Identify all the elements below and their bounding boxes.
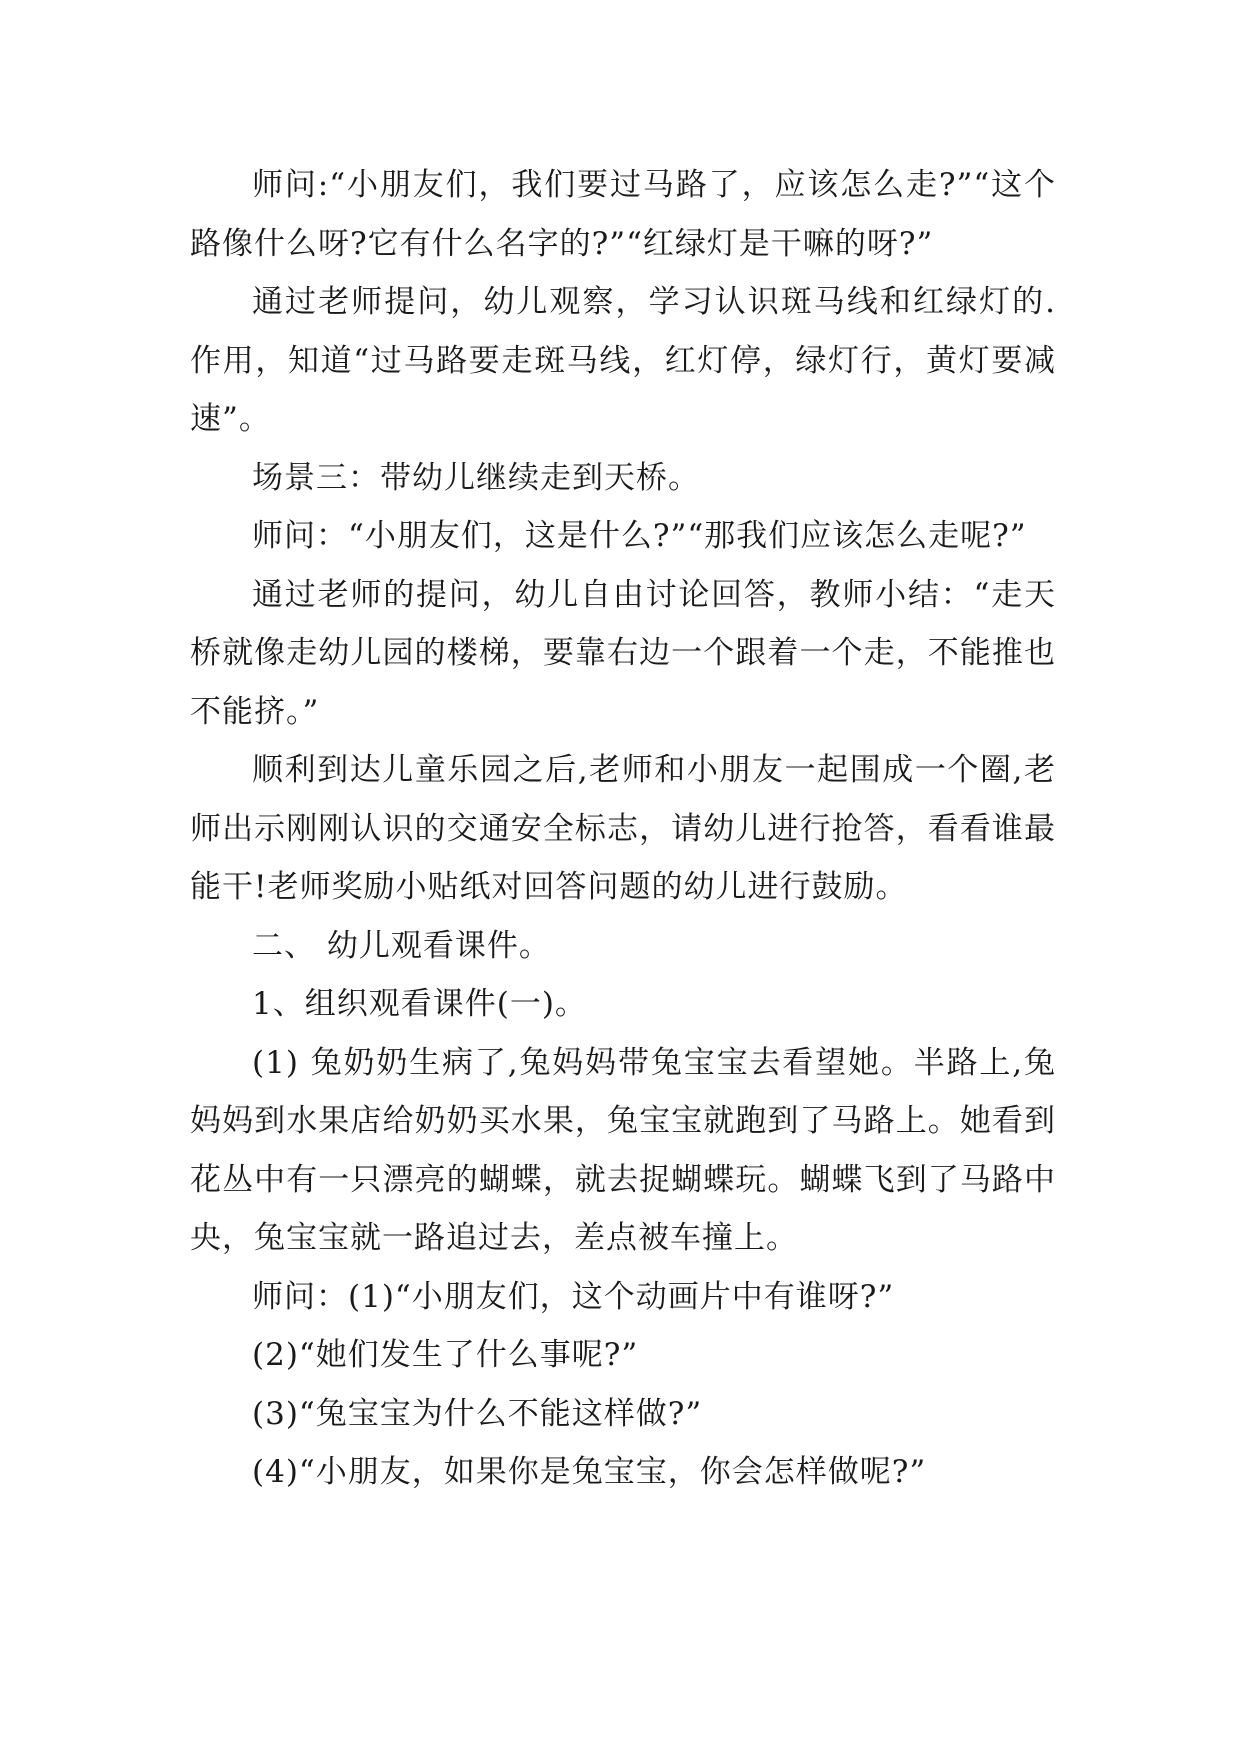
paragraph-playground-quiz: 顺利到达儿童乐园之后,老师和小朋友一起围成一个圈,老师出示刚刚认识的交通安全标志，请幼儿进行抢答，看看谁最能干!老师奖励小贴纸对回答问题的幼儿进行鼓励。 bbox=[190, 752, 1056, 905]
paragraph-bridge-summary: 通过老师的提问，幼儿自由讨论回答，教师小结：“走天桥就像走幼儿园的楼梯，要靠右边一个跟着一个走，不能推也不能挤。” bbox=[190, 576, 1056, 730]
paragraph-question-3: (3)“兔宝宝为什么不能这样做?” bbox=[252, 1395, 703, 1432]
paragraph-question-1: 师问：(1)“小朋友们，这个动画片中有谁呀?” bbox=[252, 1278, 895, 1315]
paragraph-question-2: (2)“她们发生了什么事呢?” bbox=[252, 1337, 639, 1373]
document-body bbox=[190, 156, 1056, 1502]
paragraph-zebra-traffic-light: 通过老师提问，幼儿观察，学习认识斑马线和红绿灯的.作用，知道“过马路要走斑马线，红灯停，绿灯行，黄灯要减速”。 bbox=[190, 284, 1056, 437]
paragraph-rabbit-story: (1) 兔奶奶生病了,兔妈妈带兔宝宝去看望她。半路上,兔妈妈到水果店给奶奶买水果，兔宝宝就跑到了马路上。她看到花丛中有一只漂亮的蝴蝶，就去捉蝴蝶玩。蝴蝶飞到了马路中央，兔宝宝就一路追过去，差点被车撞上。 bbox=[190, 1044, 1056, 1256]
paragraph-teacher-question-bridge: 师问：“小朋友们，这是什么?”“那我们应该怎么走呢?” bbox=[252, 518, 1027, 554]
paragraph-teacher-question-crossing: 师问:“小朋友们，我们要过马路了，应该怎么走?”“这个路像什么呀?它有什么名字的?”“红绿灯是干嘛的呀?” bbox=[190, 167, 1056, 262]
paragraph-courseware-one: 1、组织观看课件(一)。 bbox=[252, 986, 587, 1022]
paragraph-scene-three: 场景三：带幼儿继续走到天桥。 bbox=[252, 459, 700, 496]
paragraph-section-two-heading: 二、 幼儿观看课件。 bbox=[252, 927, 551, 964]
paragraph-question-4: (4)“小朋友，如果你是兔宝宝，你会怎样做呢?” bbox=[252, 1454, 927, 1490]
